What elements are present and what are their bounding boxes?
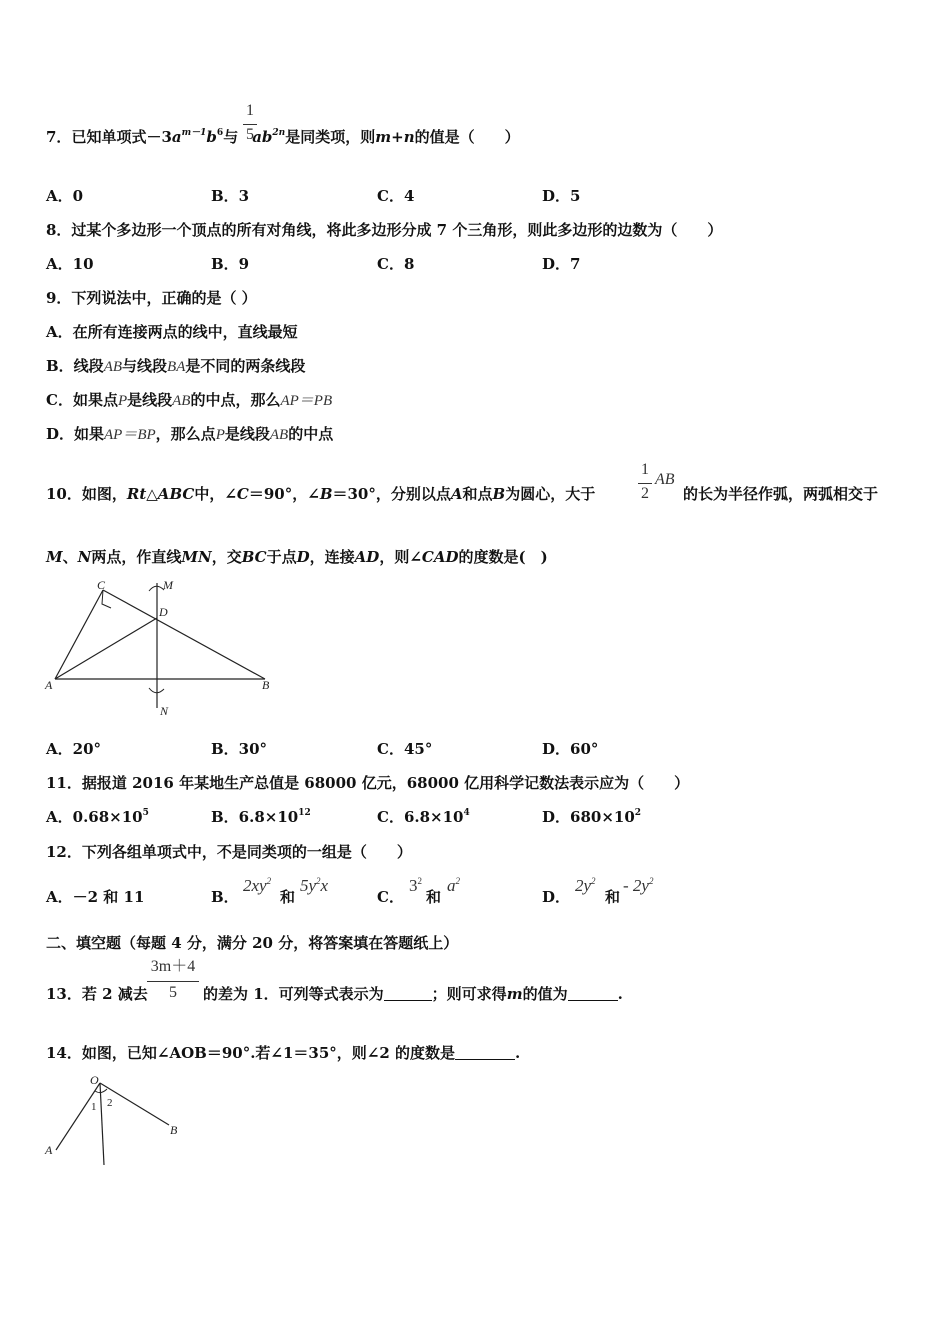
q10-right-angle-mark <box>102 590 111 608</box>
q11-c-exp: 4 <box>463 808 470 818</box>
q14-label-1: 1 <box>91 1101 97 1113</box>
q13-text-d: 的值为 <box>522 985 568 1003</box>
q13-text-rest <box>203 984 623 1004</box>
q14-blank[interactable] <box>455 1045 515 1060</box>
q12-c-m1-base: 3 <box>409 876 418 895</box>
q12-option-b[interactable] <box>211 887 239 907</box>
q8-option-c[interactable]: C．8 <box>377 255 415 273</box>
q9-b-mid: 与线段 <box>122 357 168 375</box>
q10-l2-b: 两点，作直线 <box>91 548 182 566</box>
q10-l2-f: ，则 <box>379 548 410 566</box>
q10-rt-triangle: Rt△ABC <box>126 485 195 503</box>
q10-option-d[interactable]: D．60° <box>542 740 599 758</box>
q12-d-and: 和 <box>605 888 621 906</box>
q8-option-d[interactable]: D．7 <box>542 255 581 273</box>
q9-d-mid2: 是线段 <box>224 425 270 443</box>
q10-label-d: D <box>159 605 168 619</box>
q7-option-a[interactable]: A．0 <box>46 187 84 205</box>
q10-l1-e: 和点 <box>462 485 493 503</box>
q9-b-suffix: 是不同的两条线段 <box>185 357 306 375</box>
q8-option-b[interactable]: B．9 <box>211 255 250 273</box>
q12-d-m2 <box>623 876 653 896</box>
q11-b-exp: 12 <box>298 808 311 818</box>
q13-text-b: 的差为 1．可列等式表示为 <box>203 985 384 1003</box>
q10-stem-line1 <box>46 484 595 504</box>
q7-mono1-b-exp: 6 <box>216 128 224 138</box>
q10-m: M <box>46 548 63 566</box>
q8-option-a[interactable]: A．10 <box>46 255 94 273</box>
q12-stem: 12．下列各组单项式中，不是同类项的一组是（ ） <box>46 843 412 861</box>
q13-text-e: . <box>617 985 623 1003</box>
q10-point-a: A <box>450 485 463 503</box>
q12-b-m2-exp: 2 <box>316 876 321 886</box>
q7-number: 7． <box>46 128 72 146</box>
q12-c-m2-exp: 2 <box>455 876 460 886</box>
q9-option-d[interactable] <box>46 424 333 445</box>
q10-l1-c: ＝90°， <box>248 485 308 503</box>
q10-label-a: A <box>45 678 53 692</box>
q9-c-prefix: C．如果点 <box>46 391 118 409</box>
q7-text-c: 的值是（ ） <box>414 128 520 146</box>
q14-stem <box>46 1043 520 1063</box>
q10-side-cb <box>103 590 265 679</box>
q7-mono1-a-exp: m－1 <box>181 128 207 138</box>
q10-angle-c: ∠C <box>224 485 249 503</box>
q14-angle-figure <box>40 1070 190 1170</box>
q10-option-b[interactable]: B．30° <box>211 740 268 758</box>
q13-frac-den: 5 <box>169 984 177 1001</box>
q13-var-m: m <box>506 985 523 1003</box>
q9-c-m2: AB <box>172 393 191 409</box>
q10-l1-g: 的长为半径作弧，两弧相交于 <box>683 485 879 503</box>
q9-stem: 9．下列说法中，正确的是（ ） <box>46 289 257 307</box>
q12-c-and: 和 <box>426 888 442 906</box>
q10-point-d: D <box>296 548 310 566</box>
q10-l2-e: ，连接 <box>309 548 355 566</box>
q10-l1-d: ＝30°，分别以点 <box>332 485 451 503</box>
q14-ray-middle <box>100 1083 104 1165</box>
q9-d-suffix: 的中点 <box>288 425 334 443</box>
q10-l2-g: 的度数是( ) <box>458 548 548 566</box>
q9-b-m1: AB <box>103 359 123 375</box>
q12-b-m2-base: 5y <box>300 876 317 895</box>
q10-label-n: N <box>160 704 169 718</box>
q10-frac-ab: AB <box>655 471 675 488</box>
q12-d-m2-exp: 2 <box>648 876 654 886</box>
q11-a-exp: 5 <box>142 808 149 818</box>
q11-stem: 11．据报道 2016 年某地生产总值是 68000 亿元，68000 亿用科学记数法表示应为（ ） <box>46 774 690 792</box>
q12-option-d[interactable] <box>542 887 570 907</box>
q11-a-base: A．0.68×10 <box>46 808 143 826</box>
q12-d-m1-base: 2y <box>575 876 592 895</box>
q7-mono1-b: b <box>206 128 217 146</box>
q12-b-m1 <box>243 876 271 896</box>
q13-frac-bar <box>147 981 199 982</box>
q12-c-m2 <box>447 876 460 896</box>
q12-option-c[interactable] <box>377 887 404 907</box>
q7-mono1-a: a <box>171 128 182 146</box>
q10-angle-cad: ∠CAD <box>409 548 459 566</box>
q9-option-a[interactable] <box>46 322 298 342</box>
q8-stem: 8．过某个多边形一个顶点的所有对角线，将此多边形分成 7 个三角形，则此多边形的边数为（ ） <box>46 221 723 239</box>
q14-ray-oa <box>56 1083 100 1150</box>
q7-option-c[interactable]: C．4 <box>377 187 415 205</box>
q10-label-b: B <box>262 678 270 692</box>
q9-d-m1: AP＝BP <box>104 427 156 443</box>
q10-fraction <box>638 461 652 505</box>
q10-l2-c: ，交 <box>211 548 242 566</box>
q10-triangle-figure <box>40 575 280 720</box>
q9-d-m3: AB <box>269 427 289 443</box>
q10-l2-d: 于点 <box>266 548 297 566</box>
q10-label-c: C <box>97 578 106 592</box>
q14-label-b: B <box>170 1123 178 1137</box>
q7-fraction <box>243 102 257 146</box>
q12-b-m1-base: 2xy <box>243 876 267 895</box>
q12-d-m2-base: - 2y <box>623 876 649 895</box>
q10-point-b: B <box>492 485 506 503</box>
q12-b-m2-tail: x <box>320 876 329 895</box>
q11-c-base: C．6.8×10 <box>377 808 464 826</box>
q7-option-d[interactable]: D．5 <box>542 187 581 205</box>
q10-bc: BC <box>241 548 267 566</box>
q10-side-ac <box>55 590 103 679</box>
q9-c-m3: AP＝PB <box>280 393 333 409</box>
q13-fraction <box>147 958 199 1004</box>
q11-option-a[interactable] <box>46 807 149 827</box>
q12-c-m2-base: a <box>447 876 456 895</box>
section-fill-in-header: 二、填空题（每题 4 分，满分 20 分，将答案填在答题纸上） <box>46 934 459 952</box>
q7-mono2-ab: ab <box>252 128 273 146</box>
q10-frac-bar <box>638 483 652 484</box>
q12-d-m1-exp: 2 <box>591 876 596 886</box>
q11-d-exp: 2 <box>634 808 642 818</box>
q10-stem-line2 <box>46 547 548 567</box>
q14-label-o: O <box>90 1073 99 1087</box>
q9-b-prefix: B．线段 <box>46 357 104 375</box>
q12-b-m1-exp: 2 <box>266 876 272 886</box>
q7-text-and: 与 <box>223 128 239 146</box>
q9-d-m2: P <box>215 427 225 443</box>
q13-blank-equation[interactable] <box>384 986 432 1001</box>
q10-l1-a: 10．如图， <box>46 485 127 503</box>
q7-frac-num: 1 <box>246 102 254 119</box>
q13-blank-value[interactable] <box>568 986 618 1001</box>
q10-option-a[interactable]: A．20° <box>46 740 102 758</box>
q10-l2-a: 、 <box>62 548 78 566</box>
q10-frac-den: 2 <box>641 485 649 502</box>
q14-text: 14．如图，已知∠AOB＝90°.若∠1＝35°，则∠2 的度数是 <box>46 1044 456 1062</box>
q12-b-and: 和 <box>280 888 296 906</box>
q11-b-base: B．6.8×10 <box>211 808 299 826</box>
q9-c-mid: 是线段 <box>127 391 173 409</box>
q11-option-d[interactable] <box>542 807 641 827</box>
q11-d-base: D．680×10 <box>542 808 635 826</box>
q11-option-b[interactable] <box>211 807 311 827</box>
q10-option-c[interactable]: C．45° <box>377 740 433 758</box>
q7-mono2-exp: 2n <box>272 128 286 138</box>
q9-b-m2: BA <box>167 359 186 375</box>
q13-text-a: 13．若 2 减去 <box>46 985 148 1003</box>
q10-n: N <box>77 548 92 566</box>
q12-d-m1 <box>575 876 596 896</box>
q14-label-a: A <box>45 1143 53 1157</box>
q9-a-text: A．在所有连接两点的线中，直线最短 <box>46 323 298 341</box>
q10-ad: AD <box>354 548 380 566</box>
q12-c-m1-exp: 2 <box>417 876 422 886</box>
q10-l1-f: 为圆心，大于 <box>505 485 596 503</box>
q10-line-mn: MN <box>181 548 212 566</box>
q14-label-2: 2 <box>107 1097 113 1109</box>
q7-stem <box>46 127 520 147</box>
q7-text-a: 已知单项式－3 <box>71 128 172 146</box>
q9-c-m1: P <box>117 393 128 409</box>
q10-angle-b: ∠B <box>307 485 333 503</box>
q12-b-label: B． <box>211 888 239 906</box>
q10-label-m: M <box>163 578 173 592</box>
q13-text-c: ；则可求得 <box>431 985 507 1003</box>
q10-l1-b: 中， <box>194 485 225 503</box>
q9-c-mid2: 的中点，那么 <box>190 391 281 409</box>
q9-option-b[interactable] <box>46 356 305 377</box>
q12-c-label: C． <box>377 888 404 906</box>
q7-frac-den: 5 <box>246 126 254 143</box>
q14-angle-arc <box>95 1089 107 1093</box>
q7-frac-bar <box>243 124 257 125</box>
q9-d-mid: ，那么点 <box>155 425 216 443</box>
q7-text-b: 是同类项，则 <box>285 128 376 146</box>
q11-option-c[interactable] <box>377 807 470 827</box>
q12-option-a[interactable]: A．－2 和 11 <box>46 888 145 906</box>
q12-b-m2 <box>300 876 328 896</box>
q10-frac-num: 1 <box>641 461 649 478</box>
q9-d-prefix: D．如果 <box>46 425 105 443</box>
q10-segment-ad <box>55 618 157 679</box>
q14-text-end: . <box>515 1044 521 1062</box>
q7-option-b[interactable]: B．3 <box>211 187 250 205</box>
q12-c-m1 <box>409 876 422 896</box>
q9-option-c[interactable] <box>46 390 332 411</box>
q12-d-label: D． <box>542 888 571 906</box>
q13-frac-num: 3m＋4 <box>150 958 196 975</box>
q7-expr: m+n <box>375 128 415 146</box>
